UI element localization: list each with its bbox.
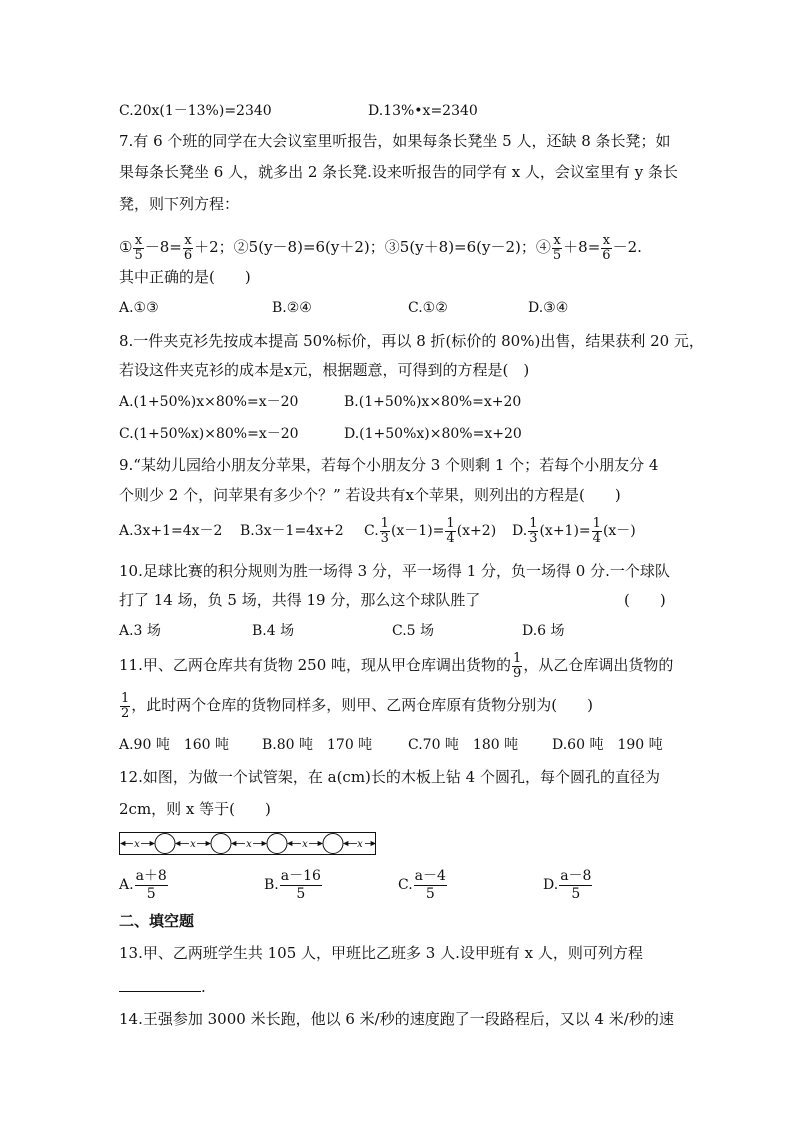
q12-option-a: A. $\frac{a+8}{5}$ (119, 867, 167, 902)
fraction: $\frac{a-8}{5}$ (560, 867, 592, 902)
q11-option-b: B.80 吨 170 吨 (262, 737, 373, 753)
fraction: $\frac{1}{4}$ (592, 515, 601, 546)
q8-option-a: A.(1+50%)x×80%=x－20 (119, 394, 299, 410)
q10-option-b: B.4 场 (252, 623, 295, 639)
fraction: $\frac{1}{9}$ (513, 650, 522, 681)
fraction: $\frac{1}{3}$ (529, 515, 538, 546)
q12-option-b: B. $\frac{a-16}{5}$ (264, 867, 321, 902)
q10-option-d: D.6 场 (522, 623, 565, 639)
fraction: $\frac{x}{6}$ (183, 232, 193, 263)
q11-line2: $\frac{1}{2}$ ，此时两个仓库的货物同样多，则甲、乙两仓库原有货物分别为( ) (121, 690, 593, 721)
fraction: $\frac{a+8}{5}$ (135, 867, 167, 902)
q9-line2: 个则少 2 个，问苹果有多少个？” 若设共有x个苹果，则列出的方程是( ) (119, 486, 621, 504)
q7-option-c: C.①② (408, 300, 448, 316)
fraction: $\frac{x}{5}$ (552, 232, 562, 263)
q11-option-a: A.90 吨 160 吨 (119, 737, 229, 753)
q12-option-c: C. $\frac{a-4}{5}$ (398, 867, 446, 902)
fraction: $\frac{1}{4}$ (446, 515, 455, 546)
q9-option-d: D. $\frac{1}{3}$ (x+1)= $\frac{1}{4}$ (x－) (512, 515, 636, 546)
q14-line1: 14.王强参加 3000 米长跑，他以 6 米/秒的速度跑了一段路程后，又以 4 米/秒的速 (119, 1010, 674, 1028)
q7-option-a: A.①③ (119, 300, 159, 316)
q7-question: 其中正确的是( ) (119, 268, 251, 286)
q13-answer-line: . (119, 977, 699, 997)
q7-line3: 凳，则下列方程： (119, 195, 240, 213)
q10-option-a: A.3 场 (119, 623, 161, 639)
q7-line2: 果每条长凳坐 6 人，就多出 2 条长凳.设来听报告的同学有 x 人，会议室里有 y 条长 (119, 163, 678, 181)
section-heading: 二、填空题 (119, 912, 195, 930)
q11-line1: 11.甲、乙两仓库共有货物 250 吨，现从甲仓库调出货物的 $\frac{1}{9}$ ，从乙仓库调出货物的 (119, 650, 674, 681)
gap-label: x (190, 839, 196, 850)
q7-option-d: D.③④ (528, 300, 569, 316)
q10-line1: 10.足球比赛的积分规则为胜一场得 3 分，平一场得 1 分，负一场得 0 分.一个球队 (119, 562, 670, 580)
q7-equations: ① $\frac{x}{5}$ －8= $\frac{x}{6}$ ＋2；②5(y－8)=6(y＋2)；③5(y＋8)=6(y－2)；④ $\frac{x}{5}$ ＋8= $\frac{x}{6}$ －2. (119, 232, 642, 263)
q10-line2: 打了 14 场，负 5 场，共得 19 分，那么这个球队胜了 (119, 591, 481, 609)
q9-option-b: B.3x－1=4x+2 (240, 523, 344, 539)
fraction: $\frac{1}{3}$ (380, 515, 389, 546)
fraction: $\frac{1}{2}$ (121, 690, 130, 721)
q12-line1: 12.如图，为做一个试管架，在 a(cm)长的木板上钻 4 个圆孔，每个圆孔的直径为 (119, 768, 660, 786)
q9-option-a: A.3x+1=4x－2 (119, 523, 223, 539)
q12-option-d: D. $\frac{a-8}{5}$ (543, 867, 592, 902)
q10-answer-paren: ( ) (624, 591, 666, 609)
q6-option-d: D.13%•x=2340 (368, 103, 478, 119)
q7-option-b: B.②④ (272, 300, 312, 316)
q13-line1: 13.甲、乙两班学生共 105 人，甲班比乙班多 3 人.设甲班有 x 人，则可列方程 (119, 944, 643, 962)
q8-option-c: C.(1+50%x)×80%=x－20 (119, 426, 299, 442)
q9-line1: 9.“某幼儿园给小朋友分苹果，若每个小朋友分 3 个则剩 1 个；若每个小朋友分 4 (119, 456, 659, 474)
q10-option-c: C.5 场 (392, 623, 435, 639)
fraction: $\frac{a-4}{5}$ (414, 867, 446, 902)
gap-label: x (302, 839, 308, 850)
fraction: $\frac{x}{6}$ (602, 232, 611, 263)
q8-option-d: D.(1+50%x)×80%=x+20 (344, 426, 522, 442)
q9-option-c: C. $\frac{1}{3}$ (x－1)= $\frac{1}{4}$ (x+2) (364, 515, 497, 546)
q11-option-c: C.70 吨 180 吨 (408, 737, 519, 753)
test-tube-rack-diagram (119, 832, 377, 856)
fraction: $\frac{x}{5}$ (134, 232, 143, 263)
q7-line1: 7.有 6 个班的同学在大会议室里听报告，如果每条长凳坐 5 人，还缺 8 条长凳；如 (119, 132, 671, 150)
q8-option-b: B.(1+50%)x×80%=x+20 (344, 394, 522, 410)
q11-option-d: D.60 吨 190 吨 (552, 737, 663, 753)
gap-label: x (246, 839, 252, 850)
q8-line1: 8.一件夹克衫先按成本提高 50%标价，再以 8 折(标价的 80%)出售，结果获利 20 元， (119, 332, 704, 350)
gap-label: x (134, 839, 140, 850)
q8-line2: 若设这件夹克衫的成本是x元，根据题意，可得到的方程是( ) (119, 361, 530, 379)
fraction: $\frac{a-16}{5}$ (280, 867, 321, 902)
answer-blank[interactable] (119, 977, 201, 992)
gap-label: x (357, 839, 363, 850)
q6-option-c: C.20x(1－13%)=2340 (119, 103, 272, 119)
q12-line2: 2cm，则 x 等于( ) (119, 800, 271, 818)
